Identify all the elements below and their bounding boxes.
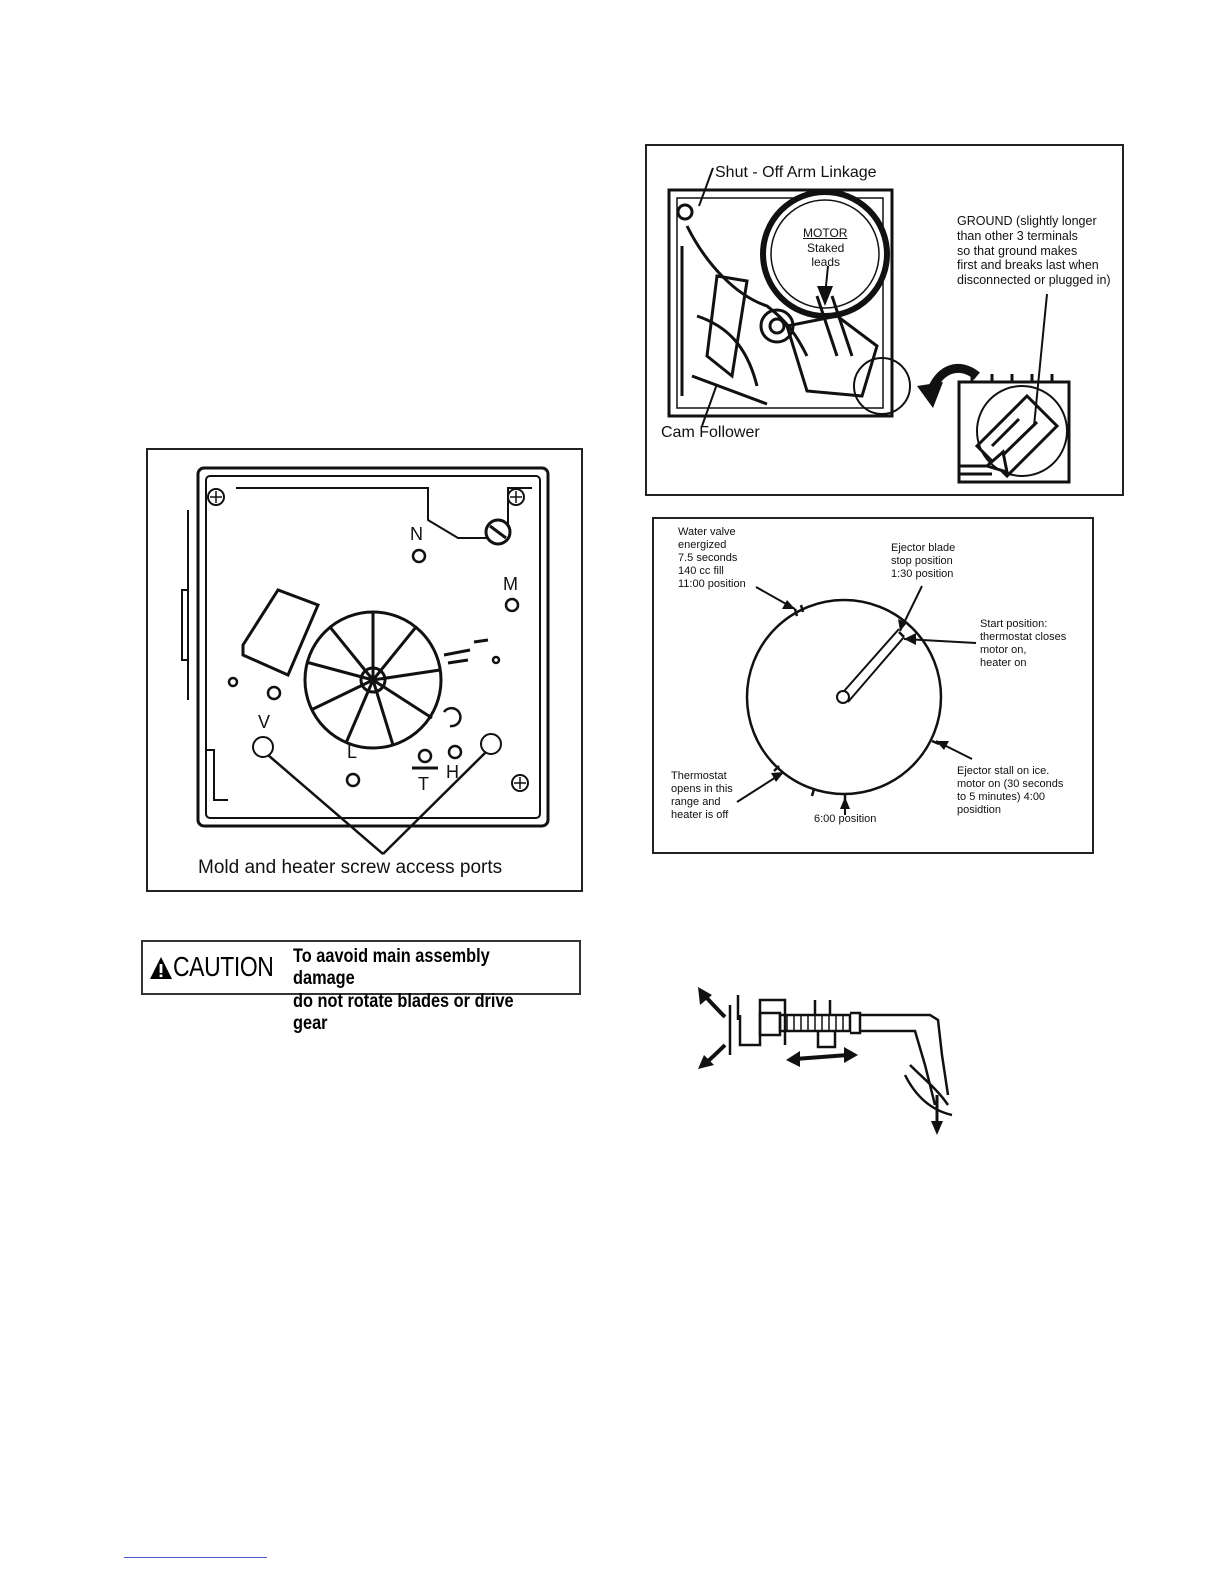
terminal-l-icon	[347, 774, 359, 786]
terminal-h-icon	[449, 746, 461, 758]
ejector-stop-label: Ejector blade stop position 1:30 position	[891, 542, 956, 580]
shutoff-arm-label: Shut - Off Arm Linkage	[715, 164, 877, 181]
terminal-h-label: H	[446, 762, 459, 782]
ejector-stall-label: Ejector stall on ice. motor on (30 seconds to 5 minutes) 4:00 posidtion	[957, 765, 1064, 816]
control-box-drawing	[148, 450, 585, 894]
motor-title-label: MOTOR	[803, 226, 848, 240]
motor-assembly-drawing	[647, 146, 1126, 498]
footer-rule	[124, 1557, 267, 1558]
access-port-h-icon	[481, 734, 501, 754]
thermostat-opens-label: Thermostat opens in this range and heater is off	[671, 770, 733, 821]
access-port-v-icon	[253, 737, 273, 757]
access-ports-caption: Mold and heater screw access ports	[198, 857, 503, 878]
start-position-label: Start position: thermostat closes motor on, heater on	[980, 618, 1067, 669]
terminal-l-label: L	[347, 742, 358, 762]
terminal-v-label: V	[258, 712, 271, 732]
control-box-figure	[146, 448, 583, 892]
terminal-t-label: T	[418, 774, 429, 794]
terminal-m-label: M	[503, 574, 518, 594]
motor-figure	[645, 144, 1124, 496]
terminal-n-label: N	[410, 524, 423, 544]
slide-arrow-icon	[795, 1055, 848, 1059]
water-valve-label: Water valve energized 7.5 seconds 140 cc fill 11:00 position	[678, 526, 746, 590]
terminal-n-icon	[413, 550, 425, 562]
motor-staked-label: Staked leads	[807, 241, 845, 270]
caution-text: To aavoid main assembly damage do not rotate blades or drive gear	[293, 946, 514, 1035]
terminal-m-icon	[506, 599, 518, 611]
ejector-hub-icon	[837, 691, 849, 703]
ground-label: GROUND (slightly longer than other 3 terminals so that ground makes first and breaks last when disconnected or plugged in)	[957, 214, 1111, 287]
six-oclock-label: 6:00 position	[814, 813, 877, 825]
timing-figure	[652, 517, 1094, 854]
terminal-t-icon	[419, 750, 431, 762]
caution-box	[141, 940, 581, 1035]
warning-triangle-icon	[149, 956, 173, 980]
shutoff-mechanism-drawing	[690, 985, 980, 1135]
cam-follower-label: Cam Follower	[661, 424, 760, 441]
caution-word: CAUTION	[173, 951, 274, 982]
